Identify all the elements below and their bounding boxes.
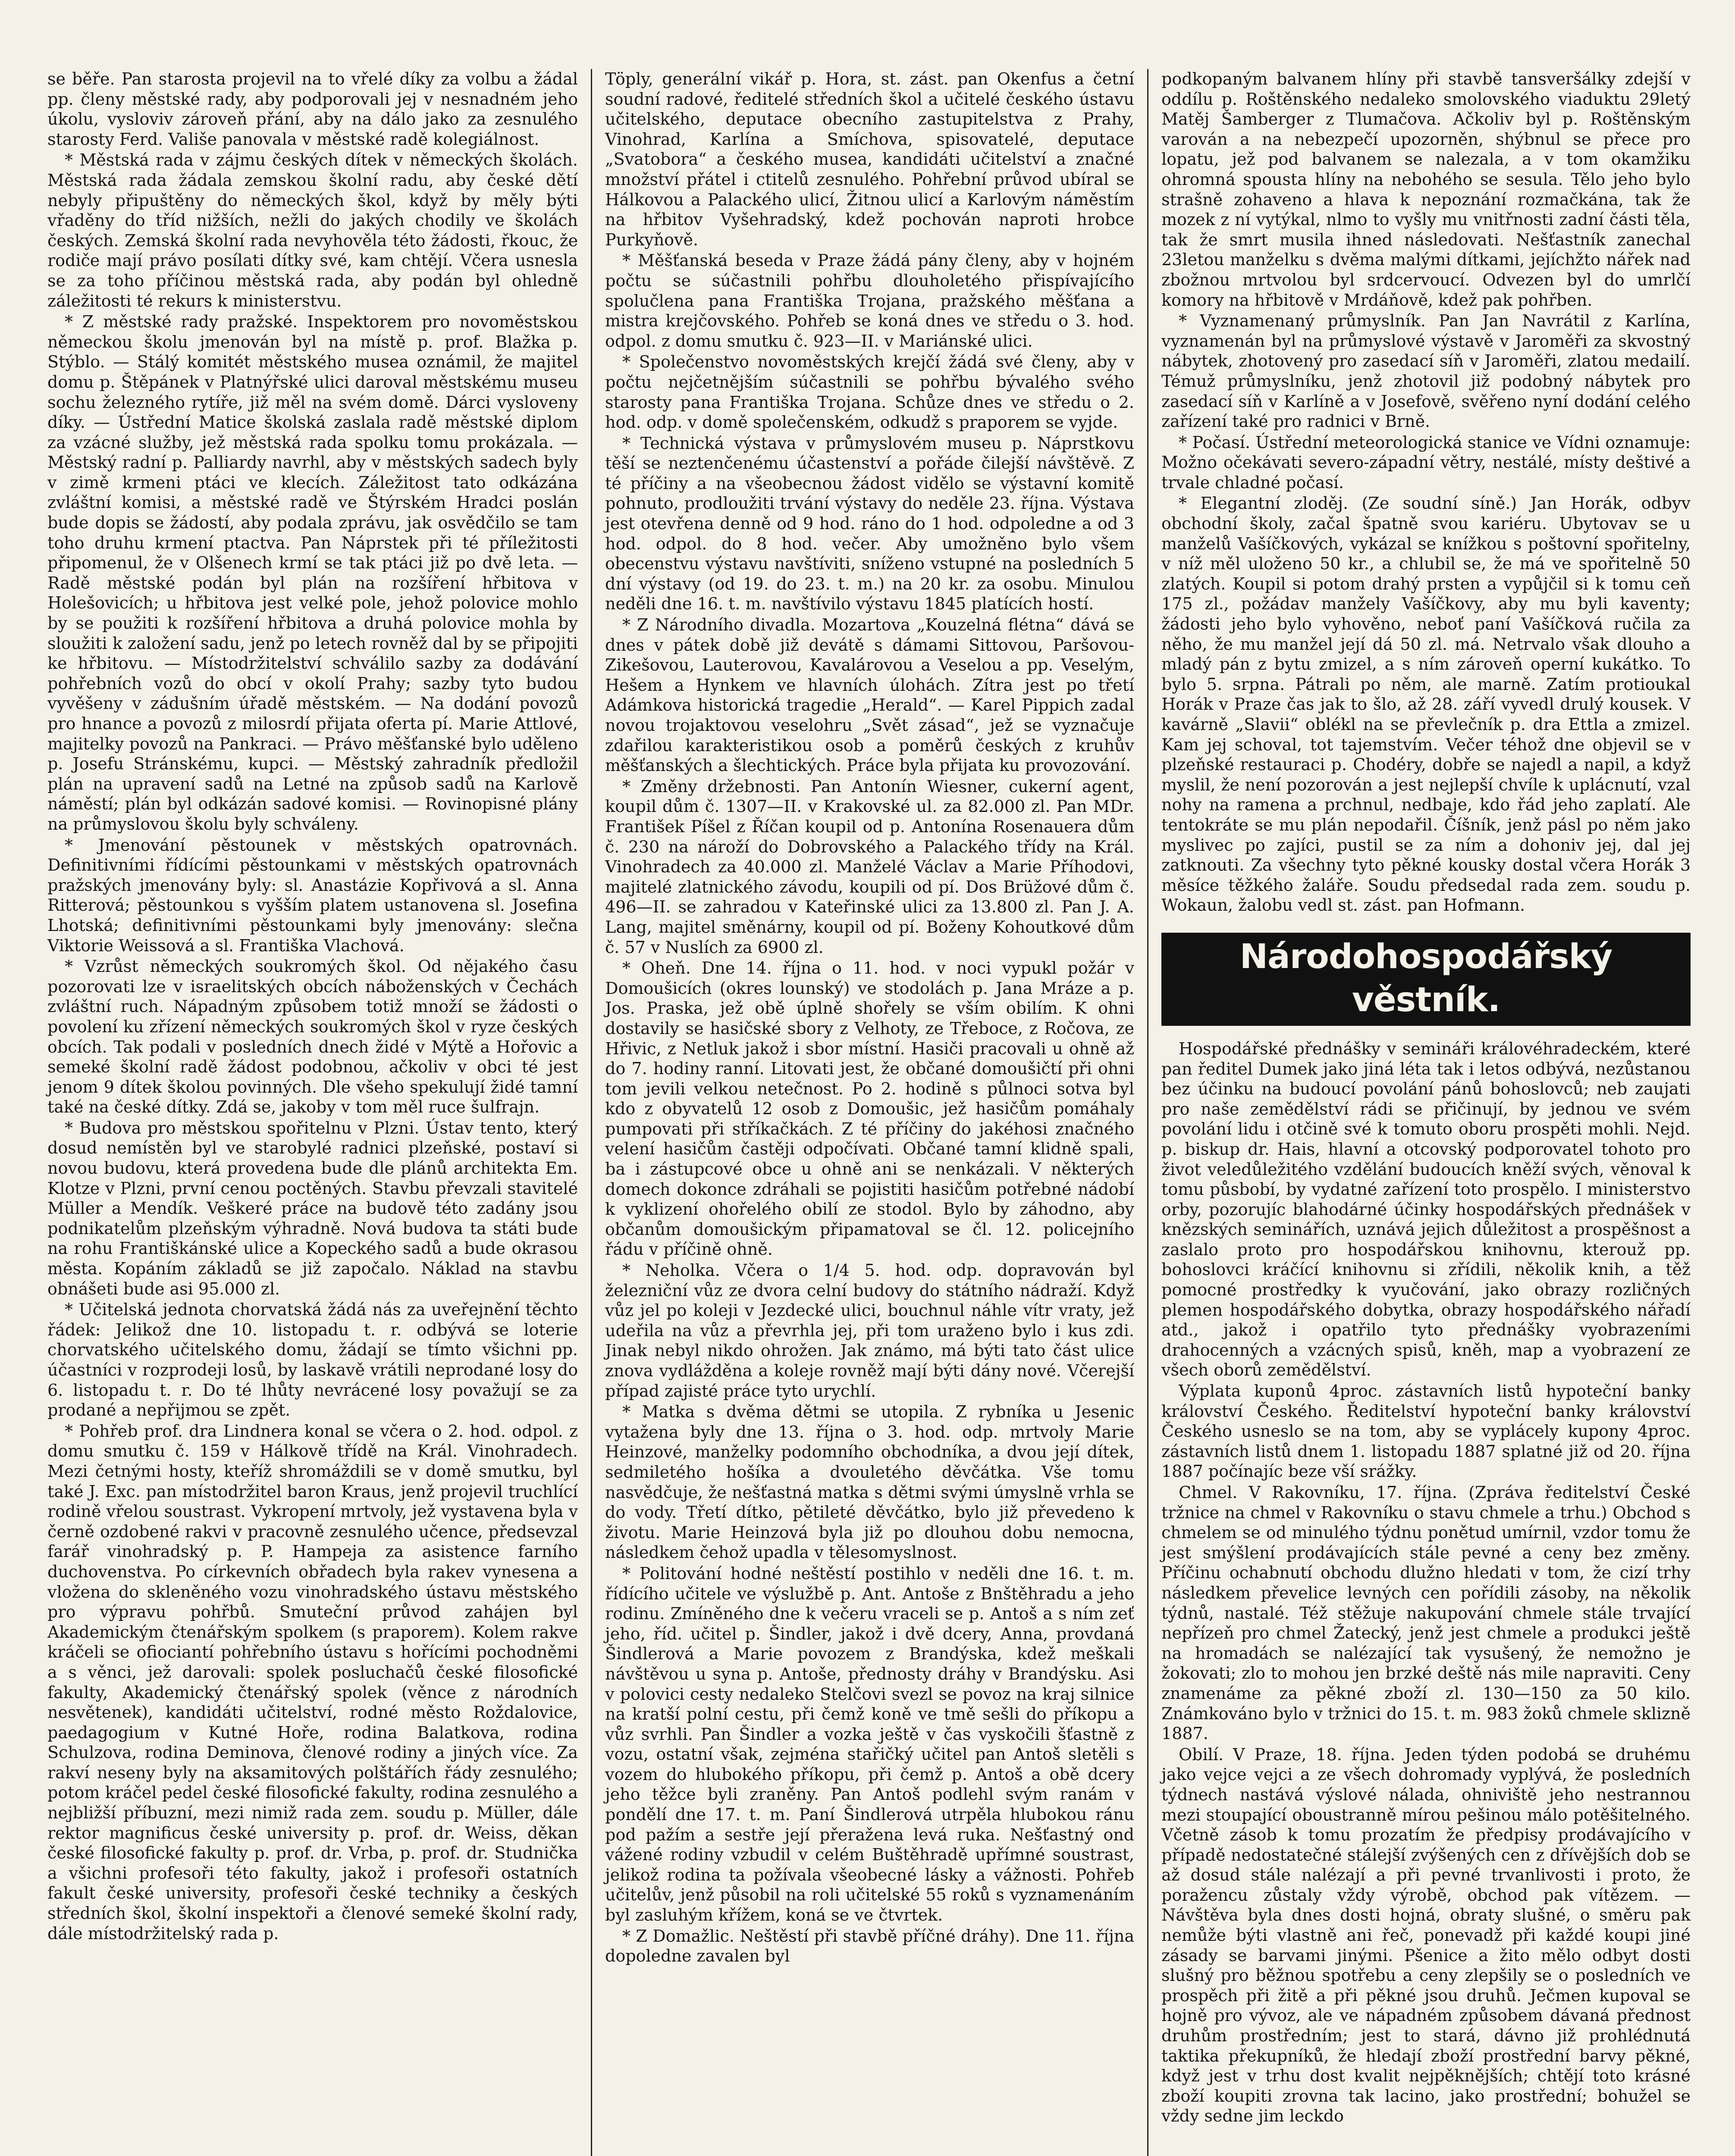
article-continuation-2: podkopaným balvanem hlíny při stavbě tansveršálky zdejší v oddílu p. Roštěnského nedaleko smolovského viaduktu 29letý Matěj Šamberger z Tlumačova. Ačkoliv byl p. Roštěnským varován a na nebezpečí upozorněn, shýbnul se přece pro lopatu, jež pod balvanem se nalezala, a v tom okamžiku ohromná spousta hlíny na nebohého se sesula. Tělo jeho bylo strašně zohaveno a hlava k nepoznání rozmačkána, tak že mozek z ní vytýkal, nlmo to vyšly mu vnitřnosti zadní části těla, tak že smrt musila ihned následovati. Nešťastník zanechal 23letou manželku s dvěma malými dítkami, jejíchžto nářek nad zbožnou mrtvolou byl srdcervoucí. Odvezen byl do umrlčí komory na hřbitově v Mrdáňově, kdež pak pohřben. [1161,69,1691,310]
article-1: se běře. Pan starosta projevil na to vřelé díky za volbu a žádal pp. členy městské rady, aby podporovali jej v nesnadném jeho úkolu, vysloviv zároveň přání, aby na dálo jako za zesnulého starosty Ferd. Vališe panovala v městské radě kolegiálnost. [47,69,578,149]
economy-article-3: Chmel. V Rakovníku, 17. října. (Zpráva ředitelství České tržnice na chmel v Rakovníku o stavu chmele a trhu.) Obchod s chmelem se od minulého týdnu ponětud umírnil, vzdor tomu že jest smýšlení prodávajících stále pevné a ceny bez změny. Příčinu ochabnutí obchodu dlužno hledati v tom, že cizí trhy následkem převelice levných cen pořídili zásoby, na několik týdnů, nastalé. Též stěžuje nakupování chmele stále trvající nepřízeň pro chmel Žatecký, jenž jest chmele a produkci ještě na hromadách se nalézající tak vysušený, že nemožno je žokovati; zlo to mohou jen brzké deště nás mile napraviti. Ceny znamenáme za pěkné zboží zl. 130—150 za 50 kilo. Známkováno bylo v tržnici do 15. t. m. 983 žoků chmele sklizně 1887. [1161,1483,1691,1743]
economy-article-2: Výplata kuponů 4proc. zástavních listů hypoteční banky království Českého. Ředitelství hypoteční banky království Českého usneslo se na tom, aby se vyplácely kupony 4proc. zástavních listů dnem 1. listopadu 1887 splatné již od 20. října 1887 počínajíc beze vší srážky. [1161,1382,1691,1481]
article-5: * Vzrůst německých soukromých škol. Od nějakého času pozorovati lze v israelitských obcích náboženských v Čechách zvláštní ruch. Nápadným způsobem totiž množí se žádosti o povolení ku zřízení německých soukromých škol v ryze českých obcích. Tak podali v posledních dnech židé v Mýtě a Hořovic a semeké školní radě žádost podobnou, ačkoliv v obci té jest jenom 9 dítek školou povinných. Dle všeho spekulují židé tamní také na české dítky. Zdá se, jakoby v tom měl ruce šulfrajn. [47,957,578,1117]
article-13: * Změny držebnosti. Pan Antonín Wiesner, cukerní agent, koupil dům č. 1307—II. v Krakovské ul. za 82.000 zl. Pan MDr. František Píšel z Říčan koupil od p. Antonína Rosenauera dům č. 230 na nároží do Dobrovského a Palackého třídy na Král. Vinohradech za 40.000 zl. Manželé Václav a Marie Příhodovi, majitelé zlatnického závodu, koupili od pí. Dos Brüžové dům č. 496—II. se zahradou v Kateřinské ulici za 13.800 zl. Pan J. A. Lang, majitel směnárny, koupil od pí. Boženy Kohoutkové dům č. 57 v Nuslích za 6900 zl. [605,777,1134,957]
column-1 [35,69,591,2156]
article-2: * Městská rada v zájmu českých dítek v německých školách. Městská rada žádala zemskou školní radu, aby české dětí nebyly připuštěny do německých škol, když by měly býti vřaděny do tříd nižších, nežli do jakých chodily ve školách českých. Zemská školní rada nevyhověla této žádosti, řkouc, že rodiče mají právo posílati dítky své, kam chtějí. Včera usnesla se za toho příčinou městská rada, aby podán byl ohledně záležitosti té rekurs k ministerstvu. [47,150,578,310]
article-17: * Politování hodné neštěstí postihlo v neděli dne 16. t. m. řídícího učitele ve výslužbě p. Ant. Antoše z Bnštěhradu a jeho rodinu. Zmíněného dne k večeru vraceli se p. Antoš a s ním zeť jeho, říd. učitel p. Šindler, jakož i dvě dcery, Anna, provdaná Šindlerová a Marie povozem z Brandýska, kdež meškali návštěvou u syna p. Antoše, přednosty dráhy v Brandýsku. Asi v polovici cesty nedaleko Stelčovi svezl se povoz na kraj silnice na kratší polní cestu, při čemž koně ve tmě sešli do příkopu a vůz svrhli. Pan Šindler a vozka ještě v čas vyskočili šťastně z vozu, ostatní však, zejména stařičký učitel pan Antoš sletěli s vozem do hlubokého příkopu, při čemž p. Antoš a obě dcery jeho těžce byli zraněny. Pan Antoš podlehl svým ranám v pondělí dne 17. t. m. Paní Šindlerová utrpěla hlubokou ránu pod pažím a sestře její přeražena levá ruka. Nešťastný ond vážené rodiny vzbudil v celém Buštěhradě upřímné soustrast, jelikož rodina ta požívala všeobecné lásky a vážnosti. Pohřeb učitelův, jenž působil na roli učitelské 55 roků s vyznamenáním byl zasluhým křížem, koná se ve čtvrtek. [605,1564,1134,1925]
article-15: * Neholka. Včera o 1/4 5. hod. odp. dopravován byl železniční vůz ze dvora celní budovy do státního nádraží. Když vůz jel po koleji v Jezdecké ulici, bouchnul náhle vítr vraty, jež udeřila na vůz a převrhla jej, při tom uraženo bylo i kus zdi. Jinak nebyl nikdo ohrožen. Jak známo, má býti tato část ulice znova vydlážděna a koleje rovněž mají býti dány nové. Včerejší případ zajisté práce tyto urychlí. [605,1261,1134,1401]
article-10: * Společenstvo novoměstských krejčí žádá své členy, aby v počtu nejčetnějším súčastnili se pohřbu bývalého svého starosty pana Františka Trojana. Schůze dnes ve středu o 2. hod. odp. v domě společenském, odkudž s praporem se vyjde. [605,352,1134,432]
article-19: * Vyznamenaný průmyslník. Pan Jan Navrátil z Karlína, vyznamenán byl na průmyslové výstavě v Jaroměři za skvostný nábytek, zhotovený pro zasedací síň v Jaroměři, zlatou medailí. Témuž průmyslníku, jenž zhotovil již podobný nábytek pro zasedací síň v Karlíně a v Josefově, svěřeno nyní dodání celého zařízení také pro radnici v Brně. [1161,311,1691,431]
column-3 [1147,69,1704,2156]
article-3: * Z městské rady pražské. Inspektorem pro novoměstskou německou školu jmenován byl na místě p. prof. Blažka p. Stýblo. — Stálý komitét městského musea oznámil, že majitel domu p. Štěpánek v Platnýřské ulici daroval městskému museu sochu železného rytíře, již měl na svém domě. Dárci vysloveny díky. — Ústřední Matice školská zaslala radě městské diplom za vzácné služby, jež městská rada spolku tomu prokázala. — Městský radní p. Palliardy navrhl, aby v městských sadech byly v zimě krmeni ptáci ve klecích. Záležitost tato odkázána zvláštní komisi, a městské radě ve Štýrském Hradci poslán bude dopis se žádostí, aby podala zprávu, jak osvědčilo se tam toho druhu krmení ptactva. Pan Náprstek při té příležitosti připomenul, že v Olšenech krmí se tak ptáci již po dvě leta. — Radě městské podán byl plán na rozšíření hřbitova v Holešovicích; u hřbitova jest velké pole, jehož polovice mohlo by se použiti k rozšíření hřbitova a druhá polovice mohla by sloužiti k založení sadu, jenž po letech rovněž dal by se připojiti ke hřbitovu. — Místodržitelství schválilo sazby za dodávání pohřebních vozů do obcí v okolí Prahy; sazby tyto budou vyvěšeny v zádušním úřadě městském. — Na dodání povozů pro hnance a povozů z milosrdí přijata oferta pí. Marie Attlové, majitelky povozů na Pankraci. — Právo měšťanské bylo uděleno p. Josefu Stránskému, kupci. — Městský zahradník předložil plán na upravení sadů na Letné na způsob sadů na Karlově náměstí; plán byl odkázán sadové komisi. — Rovinopisné plány na průmyslovou školu byly schváleny. [47,312,578,834]
article-18: * Z Domažlic. Neštěstí při stavbě příčné dráhy). Dne 11. října dopoledne zavalen byl [605,1926,1134,1966]
article-12: * Z Národního divadla. Mozartova „Kouzelná flétna“ dává se dnes v pátek době již devátě s dámami Sittovou, Paršovou-Zikešovou, Lauterovou, Kavalárovou a Veselou a pp. Veselým, Hešem a Hynkem ve hlavních úlohách. Zítra jest po třetí Adámkova historická tragedie „Herald“. — Karel Pippich zadal novou trojaktovou veselohru „Svět zásad“, jež se vyznačuje zdařilou karakteristikou osob a poměrů českých z kruhův měšťanských a šlechtických. Práce byla přijata ku provozování. [605,615,1134,775]
article-14: * Oheň. Dne 14. října o 11. hod. v noci vypukl požár v Domoušicích (okres lounský) ve stodolách p. Jana Mráze a p. Jos. Praska, jež obě úplně shořely se vším obilím. K ohni dostavily se hasičské sbory z Velhoty, ze Třeboce, z Ročova, ze Hřivic, z Netluk jakož i sbor místní. Hasiči pracovali u ohně až do 7. hodiny ranní. Litovati jest, že občané domoušičtí při ohni tom jevili velkou netečnost. Po 2. hodině s půlnoci sotva byl kdo z obyvatelů 12 osob z Domoušic, jež hasičům pomáhaly pumpovati při stříkačkách. Z té příčiny do jakéhosi značného velení hasičům častěji odpočívati. Občané tamní klidně spali, ba i zástupcové obce u ohně ani se nenkázali. V některých domech dokonce zdráhali se pojistiti hasičům potřebné nádobí k vyklizení ohořelého obilí ze stodol. Bylo by záhodno, aby občanům domoušickým připamatoval se čl. 12. policejního řádu v příčině ohně. [605,959,1134,1259]
economy-article-4: Obilí. V Praze, 18. října. Jeden týden podobá se druhému jako vejce vejci a ze všech dohromady vyplývá, že posledních týdnech nastává výslové nálada, ohniviště jeho nestrannou mezi stoupající oboustranně mírou pešinou málo potěšitelného. Včetně zásob k tomu prozatím že předpisy prodávajícího v případě nedostatečné stálejší zvýšených cen z dřívějších dob se až dosud stále nalézají a při pevné trvanlivosti i proto, že poražencu zůstaly vždy výrobě, obchod pak vítězem. — Návštěva byla dnes dosti hojná, obraty slušné, o směru pak nemůže býti vlastně ani řeč, ponevadž při každé koupi jiné zásady se barvami jinými. Pšenice a žito mělo odbyt dosti slušný pro běžnou spotřebu a ceny zlepšily se o posledních ve prospěch při žitě a při pěkné jsou druhů. Ječmen kupoval se hojně pro vývoz, ale ve nápadném způsobem dávaná přednost druhům prostředním; jest to stará, dávno již prohlédnutá taktika překupníků, že hledají zboží prostřední barvy pěkné, když jest v trhu dost kvalit nejpěknějších; chtějí toto krásné zboží koupiti zrovna tak lacino, jako prostřední; bohužel se vždy sedne jim leckdo [1161,1745,1691,2126]
article-8: * Pohřeb prof. dra Lindnera konal se včera o 2. hod. odpol. z domu smutku č. 159 v Hálkově třídě na Král. Vinohradech. Mezi četnými hosty, kteříž shromáždili se v domě smutku, byl také J. Exc. pan místodržitel baron Kraus, jenž projevil truchlící rodině vřelou soustrast. Vykropení mrtvoly, jež vystavena byla v černě ozdobené rakvi v pracovně zesnulého učence, předsevzal farář vinohradský p. P. Hampeja za asistence farního duchovenstva. Po církevních obřadech byla rakev vynesena a vložena do skleněného vozu vinohradského ústavu městského pro výpravu pohřbů. Smuteční průvod zahájen byl Akademickým čtenářským spolkem (s praporem). Kolem rakve kráčeli se ofiociantí pohřebního ústavu s hořícími pochodněmi a s věnci, jež darovali: spolek posluchačů české filosofické fakulty, Akademický čtenářský spolek (věnce z národních nesvětenek), kandidáti učitelství, rodné město Roždalovice, paedagogium v Kutné Hoře, rodina Balatkova, rodina Schulzova, rodina Deminova, členové rodiny a jiných více. Za rakví neseny byly na aksamitových polštářích řády zesnulého; potom kráčel pedel české filosofické fakulty, rodina zesnulého a nejbližší příbuzní, mezi nimiž rada zem. soudu p. Müller, dále rektor magnificus české university p. prof. dr. Weiss, děkan české filosofické fakulty p. prof. dr. Vrba, p. prof. dr. Studnička a všichni profesoři této fakulty, jakož i profesoři ostatních fakult české university, profesoři české techniky a českých středních škol, školní inspektoři a členové semeké školní rady, dále místodržitelský rada p. [47,1421,578,1943]
article-4: * Jmenování pěstounek v městských opatrovnách. Definitivními řídícími pěstounkami v městských opatrovnách pražských jmenovány byly: sl. Anastázie Kopřivová a sl. Anna Ritterová; pěstounkou s vyšším platem ustanovena sl. Josefina Lhotská; definitivními pěstounkami byly jmenovány: slečna Viktorie Weissová a sl. Františka Vlachová. [47,835,578,955]
article-20: * Počasí. Ústřední meteorologická stanice ve Vídni oznamuje: Možno očekávati severo-západní větry, nestálé, místy deštivé a trvale chladné počasí. [1161,432,1691,492]
article-9: * Měšťanská beseda v Praze žádá pány členy, aby v hojném počtu se súčastnili pohřbu dlouholetého přispívajícího spolučlena pana Františka Trojana, pražského měšťana a mistra krejčovského. Pohřeb se koná dnes ve středu o 3. hod. odpol. z domu smutku č. 923—II. v Mariánské ulici. [605,251,1134,351]
economy-article-1: Hospodářské přednášky v semináři královéhradeckém, které pan ředitel Dumek jako jiná léta tak i letos odbývá, nezůstanou bez účinku na budoucí povolání pánů bohoslovců; neb zaujati pro naše zemědělství rádi se přičinují, by jednou ve svém povolání lidu i otčině své k tomuto oboru prospěti mohli. Nejd. p. biskup dr. Hais, hlavní a otcovský podporovatel tohoto pro život veledůležitého vzdělání budoucích kněží svých, věnoval k tomu půsbobí, by vydatné zařízení toto prospělo. I ministerstvo orby, pozorujíc blahodárné účinky hospodářských přednášek v knězských seminářích, uznává jejich důležitost a prospěšnost a zaslalo proto pro hospodářskou knihovnu, kterouž pp. bohoslovci kráčící knihovnu si zřídili, několik knih, a těž pomocné prostředky k vyučování, jako obrazy rozličných plemen hospodářského dobytka, obrazy hospodářského nářadí atd., jakož i opatřilo tyto přednášky vyobrazeními drahocenných a vzácných spisů, kněh, map a vyobrazení ze všech oborů zemědělství. [1161,1039,1691,1380]
article-6: * Budova pro městskou spořitelnu v Plzni. Ústav tento, který dosud nemístěn byl ve starobylé radnici plzeňské, postaví si novou budovu, která provedena bude dle plánů architekta Em. Klotze v Plzni, první cenou poctěných. Stavbu převzali stavitelé Müller a Mendík. Veškeré práce na budově této zadány jsou podnikatelům plzeňským výhradně. Nová budova ta státi bude na rohu Františkánské ulice a Kopeckého sadů a bude okrasou města. Kopáním základů se již započalo. Náklad na stavbu obnášeti bude asi 95.000 zl. [47,1118,578,1298]
article-21: * Elegantní zloděj. (Ze soudní síně.) Jan Horák, odbyv obchodní školy, začal špatně svou kariéru. Ubytovav se u manželů Vašíčkových, vykázal se knížkou s poštovní spořitelny, v níž měl uloženo 50 kr., a chlubil se, že má ve spořitelně 50 zlatých. Koupil si potom drahý prsten a vypůjčil si k tomu ceň 175 zl., požádav manžely Vašíčkovy, aby mu byli kaventy; žádosti jeho bylo vyhověno, neboť paní Vašíčková ručila za něho, že mu manžel její dá 50 zl. má. Netrvalo však dlouho a mladý pán z bytu zmizel, a s ním zároveň operní kukátko. To bylo 5. srpna. Pátrali po něm, ale marně. Zatím protioukal Horák v Praze čas jak to šlo, až 28. září vyvedl drulý kousek. V kavárně „Slavii“ oblékl na se převlečník p. dra Ettla a zmizel. Kam jej schoval, tot tajemstvím. Večer téhož dne objevil se v plzeňské restauraci p. Chodéry, dobře se najedl a napil, a když myslil, že není pozorován a jest nejlepší chvíle k uplácnutí, vzal nohy na ramena a prchnul, nedbaje, kdo řád jeho zaplatí. Ale tentokráte se mu plán nepodařil. Číšník, jenž pásl po něm jako myslivec po zajíci, pustil se za ním a dohoniv jej, dal jej zatknouti. Za všechny tyto pěkné kousky dostal včera Horák 3 měsíce těžkého žaláře. Soudu předsedal rada zem. soudu p. Wokaun, žalobu vedl st. zást. pan Hofmann. [1161,494,1691,915]
article-7: * Učitelská jednota chorvatská žádá nás za uveřejnění těchto řádek: Jelikož dne 10. listopadu t. r. odbývá se loterie chorvatského učitelského domu, žádají se tímto všichni pp. účastníci v rozprodeji losů, by laskavě vrátili neprodané losy do 6. listopadu t. r. Do té lhůty nevrácené losy považují se za prodané a nepřijmou se zpět. [47,1300,578,1420]
article-11: * Technická výstava v průmyslovém museu p. Náprstkovu těší se neztenčenému účastenství a pořáde čilejší návštěvě. Z té příčiny a na všeobecnou žádost vidělo se výstavní komitě pohnuto, prodloužiti trvání výstavy do neděle 23. října. Výstava jest otevřena denně od 9 hod. ráno do 1 hod. odpoledne a od 3 hod. odpol. do 8 hod. večer. Aby umožněno bylo všem obecenstvu výstavu navštíviti, sníženo vstupné na posledních 5 dní výstavy (od 19. do 23. t. m.) na 20 kr. za osobu. Minulou neděli dne 16. t. m. navštívilo výstavu 1845 platících hostí. [605,433,1134,614]
section-heading: Národohospodářský věstník. [1161,933,1691,1026]
column-2 [591,69,1147,2156]
article-16: * Matka s dvěma dětmi se utopila. Z rybníka u Jesenic vytažena byly dne 13. října o 3. hod. odp. mrtvoly Marie Heinzové, manželky podomního obchodníka, a dvou její dítek, sedmiletého hošíka a dvouletého děvčátka. Vše tomu nasvědčuje, že nešťastná matka s dětmi svými úmyslně vrhla se do vody. Třetí dítko, pětileté děvčátko, bylo již převedeno k životu. Marie Heinzová byla již po dlouhou dobu nemocna, následkem čehož upadla v tělesomyslnost. [605,1402,1134,1562]
article-continuation: Töply, generální vikář p. Hora, st. zást. pan Okenfus a četní soudní radové, ředitelé středních škol a učitelé českého ústavu učitelského, deputace obecního zastupitelstva z Prahy, Vinohrad, Karlína a Smíchova, spisovatelé, deputace „Svatobora“ a českého musea, kandidáti učitelství a značné množství přátel i ctitelů zesnulého. Pohřební průvod ubíral se Hálkovou a Palackého ulicí, Žitnou ulicí a Karlovým náměstím na hřbitov Vyšehradský, kdež pochován naproti hrobce Purkyňově. [605,69,1134,249]
